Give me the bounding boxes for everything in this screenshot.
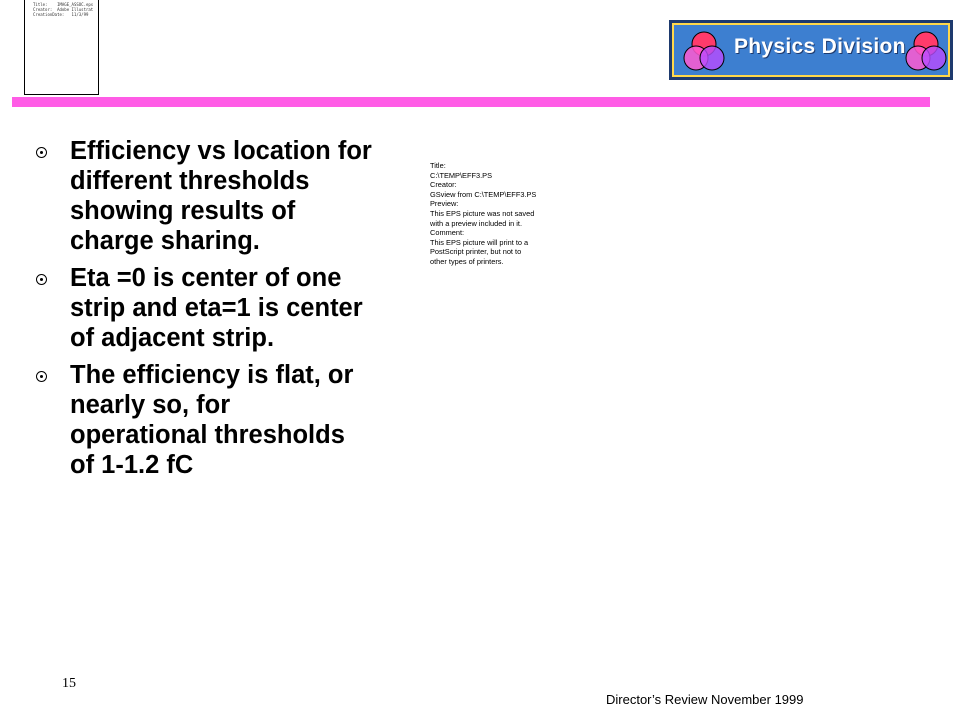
eps-line: Title:: [430, 161, 446, 170]
bullet-icon: [36, 371, 47, 382]
header-divider: [12, 97, 930, 107]
eps-line: This EPS picture was not saved: [430, 208, 535, 218]
thumbnail-image: [24, 0, 99, 95]
bullet-icon: [36, 147, 47, 158]
eps-line: C:\TEMP\EFF3.PS: [430, 170, 493, 180]
logo-title: Physics Division: [734, 35, 906, 58]
physics-division-logo: [669, 20, 953, 80]
eps-line: This EPS picture will print to a: [430, 237, 529, 247]
bullet-item: [34, 136, 374, 256]
bullet-item: [34, 360, 374, 480]
eps-line: other types of printers.: [430, 256, 504, 266]
thumbnail-line: Title: IMAGE_ASSOC.eps: [33, 2, 94, 7]
venn-logo-icon: [682, 27, 726, 77]
page-number: 15: [62, 676, 76, 691]
eps-line: with a preview included in it.: [430, 218, 523, 228]
eps-line: Comment:: [430, 228, 465, 238]
footer-text: Director’s Review November 1999: [606, 692, 804, 707]
venn-logo-icon: [904, 27, 948, 77]
eps-line: Creator:: [430, 180, 457, 190]
bullet-item: [34, 263, 374, 353]
eps-line: Preview:: [430, 199, 459, 209]
bullet-icon: [36, 274, 47, 285]
bullet-text: Eta =0 is center of one strip and eta=1 is center of adjacent strip.: [70, 264, 363, 352]
thumbnail-text: [25, 0, 98, 17]
bullet-text: The efficiency is flat, or nearly so, for operational thresholds of 1-1.2 fC: [70, 361, 354, 479]
eps-placeholder: [430, 161, 536, 267]
bullet-list: [34, 136, 374, 487]
eps-line: GSview from C:\TEMP\EFF3.PS: [430, 189, 537, 199]
thumbnail-line: CreationDate: 11/3/99: [33, 12, 89, 17]
thumbnail-line: Creator: Adobe Illustrat: [33, 7, 94, 12]
bullet-text: Efficiency vs location for different thresholds showing results of charge sharing.: [70, 137, 372, 255]
eps-line: PostScript printer, but not to: [430, 247, 522, 257]
